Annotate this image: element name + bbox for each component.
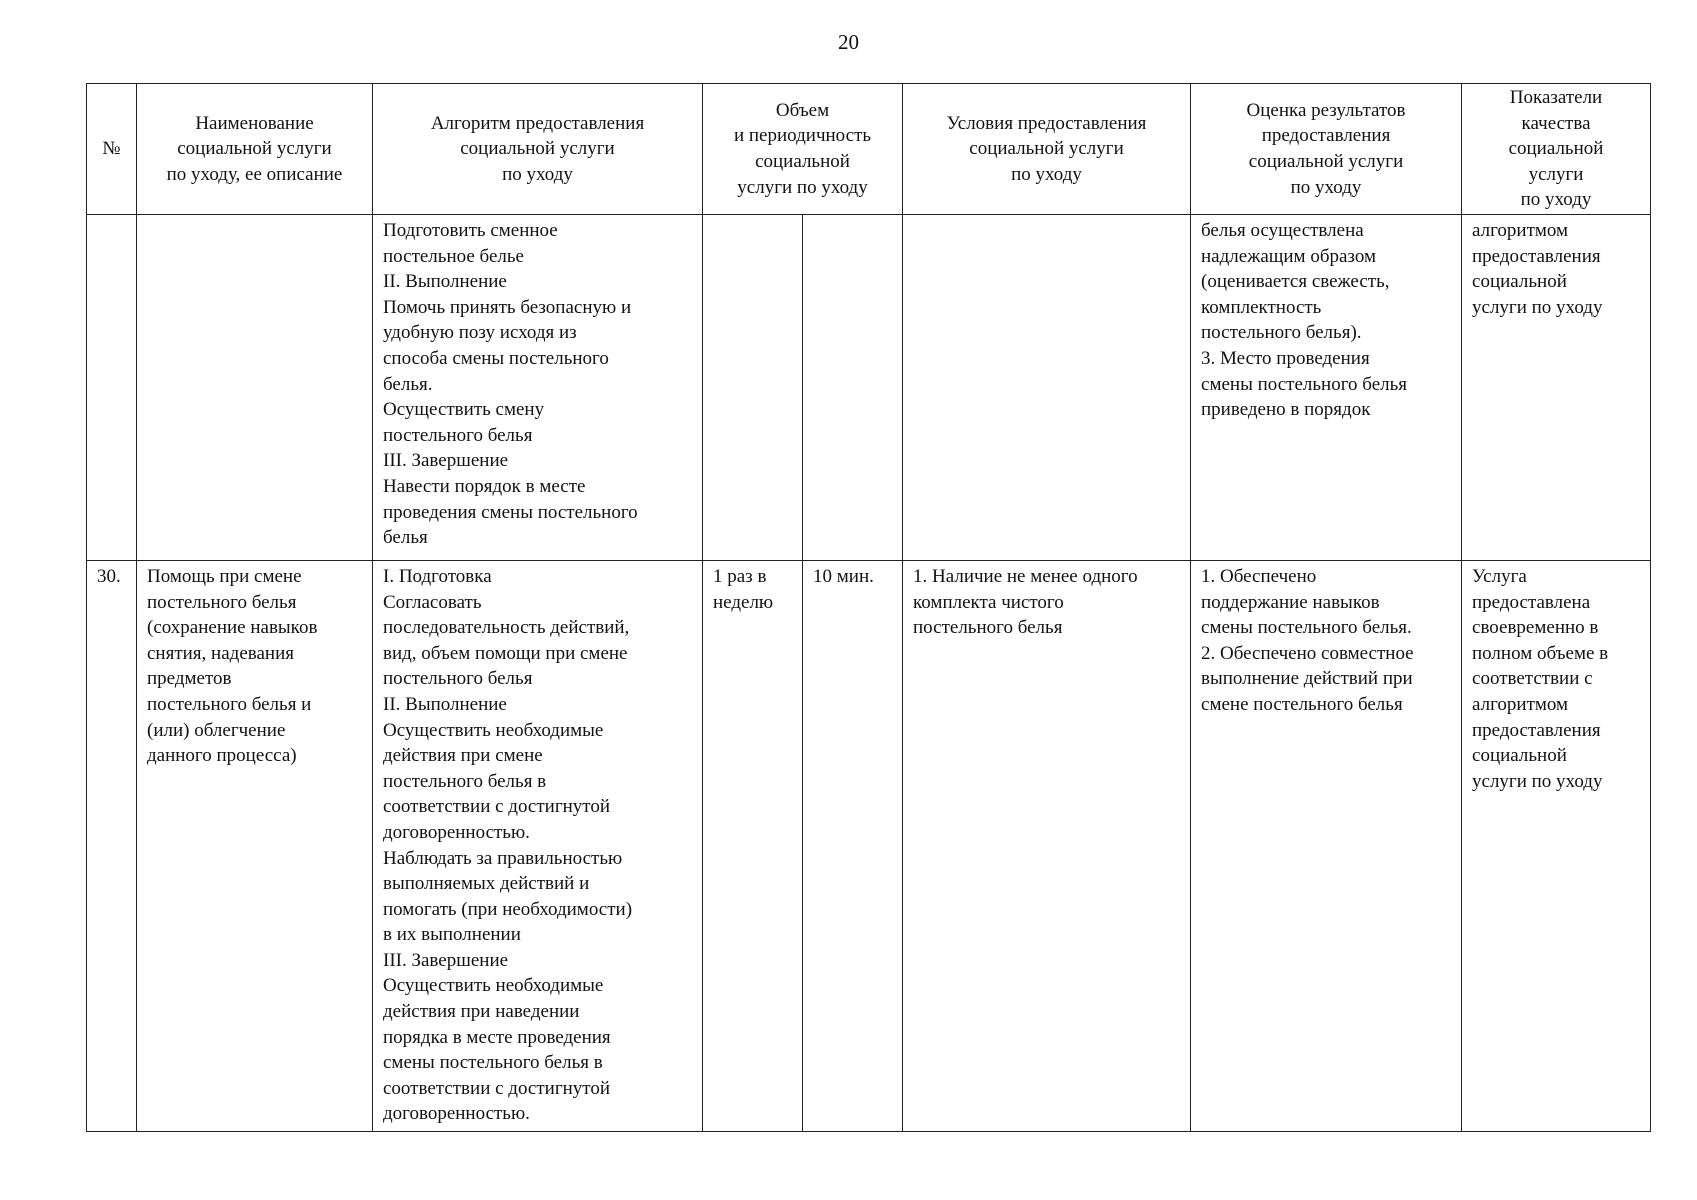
conditions: 1. Наличие не менее одного комплекта чистого постельного белья (903, 560, 1191, 1131)
row-number: 30. (87, 560, 137, 1131)
evaluation: белья осуществлена надлежащим образом (оценивается свежесть, комплектность постельного белья). 3. Место проведения смены постельного белья приведено в порядок (1191, 214, 1462, 560)
header-conditions: Условия предоставления социальной услуги по уходу (903, 84, 1191, 215)
header-number: № (87, 84, 137, 215)
service-name: Помощь при смене постельного белья (сохранение навыков снятия, надевания предметов постельного белья и (или) облегчение данного процесса) (137, 560, 373, 1131)
duration (803, 214, 903, 560)
header-quality: Показатели качества социальной услуги по уходу (1462, 84, 1651, 215)
table-header-row (87, 84, 1651, 215)
table-row (87, 560, 1651, 1131)
quality-indicators: алгоритмом предоставления социальной услуги по уходу (1462, 214, 1651, 560)
algorithm-text: I. Подготовка Согласовать последовательность действий, вид, объем помощи при смене постельного белья II. Выполнение Осуществить необходимые действия при смене постельного белья в соответствии с достигнутой договоренностью. Наблюдать за правильностью выполняемых действий и помогать (при необходимости) в их выполнении III. Завершение Осуществить необходимые действия при наведении порядка в месте проведения смены постельного белья в соответствии с достигнутой договоренностью. (373, 560, 703, 1131)
row-number (87, 214, 137, 560)
quality-indicators: Услуга предоставлена своевременно в полном объеме в соответствии с алгоритмом предоставления социальной услуги по уходу (1462, 560, 1651, 1131)
frequency: 1 раз в неделю (703, 560, 803, 1131)
table-row (87, 214, 1651, 560)
duration: 10 мин. (803, 560, 903, 1131)
services-table (86, 83, 1651, 1132)
page-number: 20 (838, 30, 859, 54)
header-evaluation: Оценка результатов предоставления социальной услуги по уходу (1191, 84, 1462, 215)
header-algorithm: Алгоритм предоставления социальной услуги по уходу (373, 84, 703, 215)
frequency (703, 214, 803, 560)
service-name (137, 214, 373, 560)
header-volume-frequency: Объем и периодичность социальной услуги по уходу (703, 84, 903, 215)
algorithm-text: Подготовить сменное постельное белье II. Выполнение Помочь принять безопасную и удобную позу исходя из способа смены постельного белья. Осуществить смену постельного белья III. Завершение Навести порядок в месте проведения смены постельного белья (373, 214, 703, 560)
header-service-name: Наименование социальной услуги по уходу, ее описание (137, 84, 373, 215)
evaluation: 1. Обеспечено поддержание навыков смены постельного белья. 2. Обеспечено совместное выполнение действий при смене постельного белья (1191, 560, 1462, 1131)
conditions (903, 214, 1191, 560)
